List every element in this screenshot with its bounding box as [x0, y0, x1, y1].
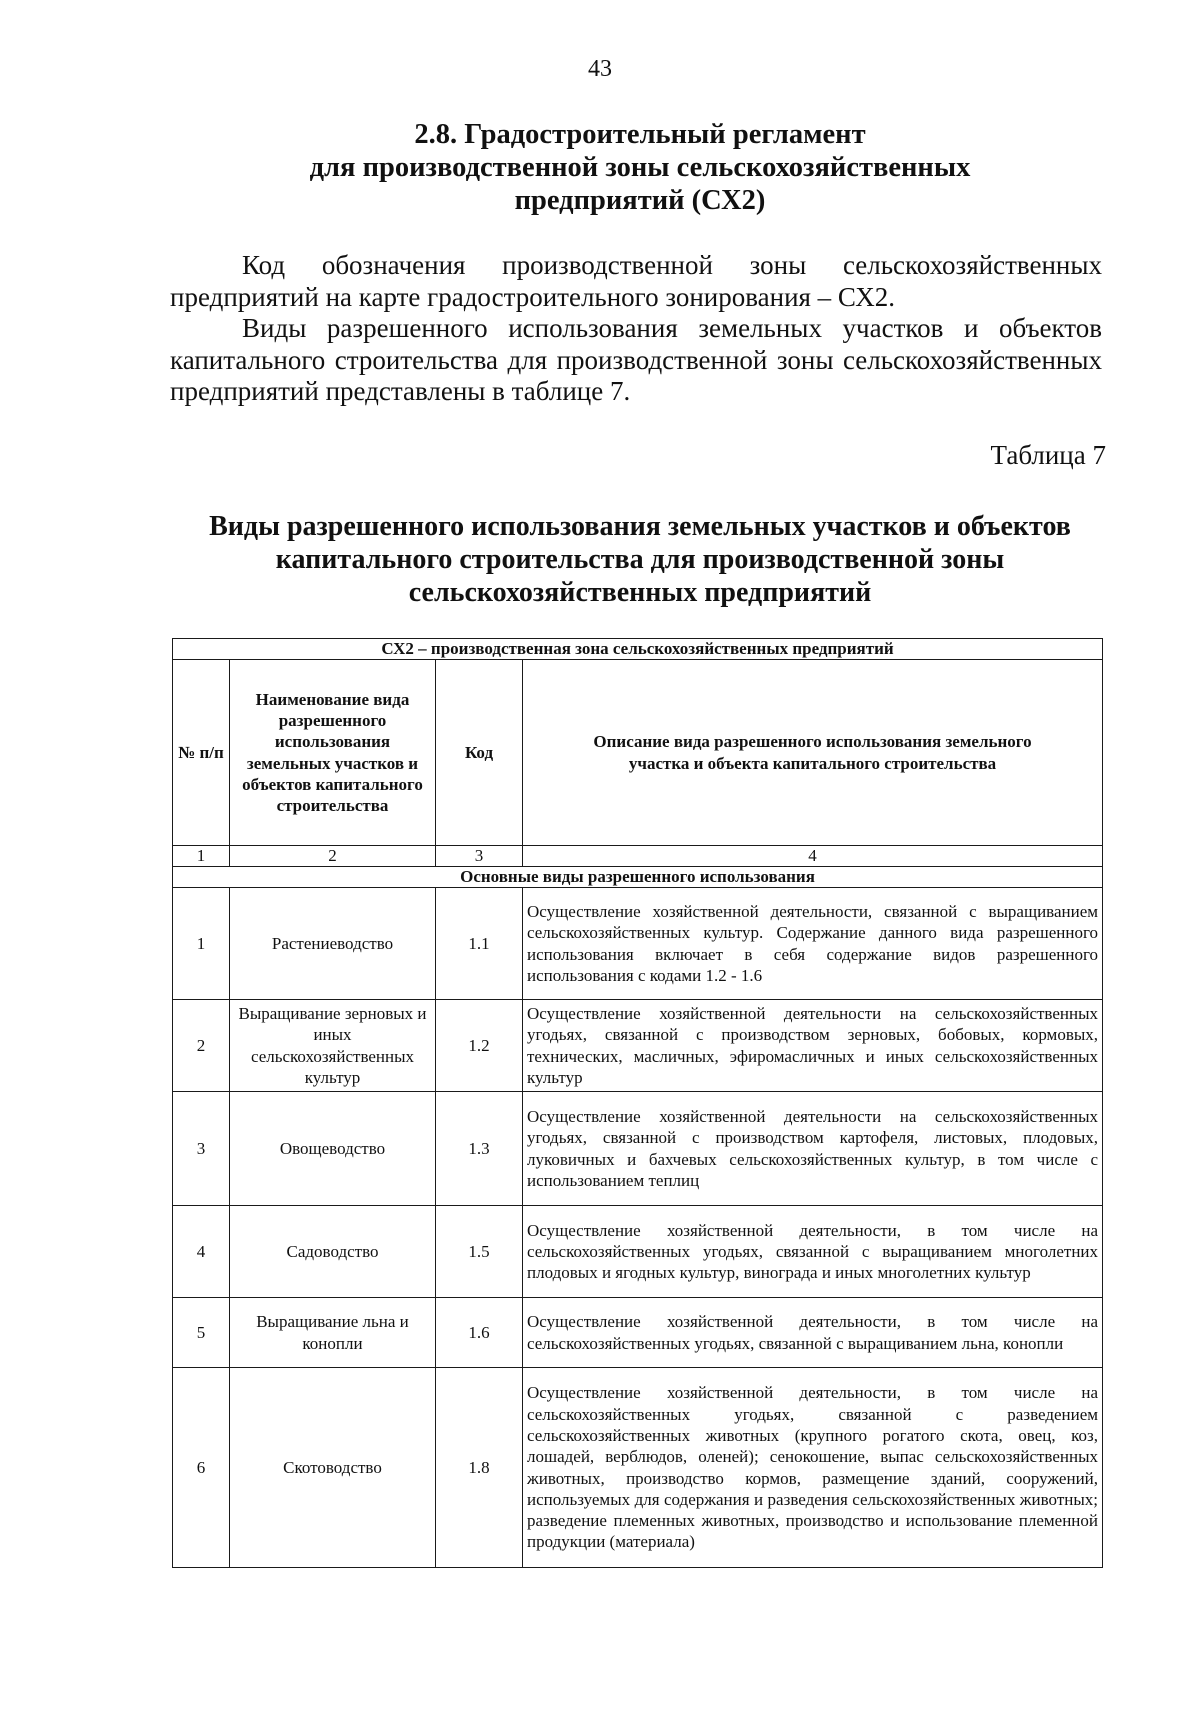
table-row: [173, 888, 1103, 1000]
col-number: 3: [436, 846, 523, 867]
row-code: 1.2: [436, 1000, 523, 1092]
row-description: Осуществление хозяйственной деятельности, в том числе на сельскохозяйственных угодьях, связанной с выращиванием многолетних плодовых и ягодных культур, винограда и иных многолетних культур: [523, 1206, 1103, 1298]
table-row: [173, 1368, 1103, 1568]
section-title-line: для производственной зоны сельскохозяйственных: [309, 152, 971, 183]
row-num: 3: [173, 1092, 230, 1206]
col-number: 1: [173, 846, 230, 867]
col-header-num: № п/п: [173, 660, 230, 846]
table-title-line: Виды разрешенного использования земельных участков и объектов: [209, 511, 1071, 542]
table-row: [173, 1000, 1103, 1092]
table-title-line: капитального строительства для производственной зоны: [275, 544, 1005, 575]
zone-header: СХ2 – производственная зона сельскохозяйственных предприятий: [173, 639, 1103, 660]
table-row: [173, 1092, 1103, 1206]
row-description: Осуществление хозяйственной деятельности на сельскохозяйственных угодьях, связанной с производством картофеля, листовых, плодовых, луковичных и бахчевых сельскохозяйственных культур, в том числе с использованием теплиц: [523, 1092, 1103, 1206]
table-title: [160, 510, 1120, 609]
row-description: Осуществление хозяйственной деятельности, в том числе на сельскохозяйственных угодьях, связанной с разведением сельскохозяйственных животных (крупного рогатого скота, овец, коз, лошадей, верблюдов, оленей); сенокошение, выпас сельскохозяйственных животных, производство кормов, размещение зданий, сооружений, используемых для содержания и разведения сельскохозяйственных животных; разведение племенных животных, производство и использование племенной продукции (материала): [523, 1368, 1103, 1568]
row-name: Скотоводство: [230, 1368, 436, 1568]
row-code: 1.8: [436, 1368, 523, 1568]
col-header-name: Наименование вида разрешенного использования земельных участков и объектов капитального строительства: [230, 660, 436, 846]
col-header-description: Описание вида разрешенного использования земельного участка и объекта капитального строительства: [523, 660, 1103, 846]
row-name: Выращивание зерновых и иных сельскохозяйственных культур: [230, 1000, 436, 1092]
regulation-table: [172, 638, 1103, 1568]
row-num: 2: [173, 1000, 230, 1092]
row-code: 1.3: [436, 1092, 523, 1206]
row-name: Растениеводство: [230, 888, 436, 1000]
paragraph: Код обозначения производственной зоны сельскохозяйственных предприятий на карте градостроительного зонирования – СХ2.: [170, 250, 1102, 312]
row-description: Осуществление хозяйственной деятельности, в том числе на сельскохозяйственных угодьях, связанной с выращиванием льна, конопли: [523, 1298, 1103, 1368]
row-code: 1.5: [436, 1206, 523, 1298]
row-name: Овощеводство: [230, 1092, 436, 1206]
section-title-line: предприятий (СХ2): [514, 185, 766, 216]
group-header: Основные виды разрешенного использования: [173, 867, 1103, 888]
table-row: [173, 1298, 1103, 1368]
row-num: 5: [173, 1298, 230, 1368]
col-header-code: Код: [436, 660, 523, 846]
col-number: 2: [230, 846, 436, 867]
row-num: 1: [173, 888, 230, 1000]
row-num: 4: [173, 1206, 230, 1298]
table-label: Таблица 7: [990, 440, 1106, 470]
col-number: 4: [523, 846, 1103, 867]
row-name: Выращивание льна и конопли: [230, 1298, 436, 1368]
paragraph: Виды разрешенного использования земельных участков и объектов капитального строительства для производственной зоны сельскохозяйственных предприятий представлены в таблице 7.: [170, 313, 1102, 406]
table-title-line: сельскохозяйственных предприятий: [408, 577, 872, 608]
table-row: [173, 1206, 1103, 1298]
row-description: Осуществление хозяйственной деятельности на сельскохозяйственных угодьях, связанной с производством зерновых, бобовых, кормовых, технических, масличных, эфиромасличных и иных сельскохозяйственных культур: [523, 1000, 1103, 1092]
section-title-line: 2.8. Градостроительный регламент: [414, 119, 866, 150]
row-num: 6: [173, 1368, 230, 1568]
section-title: [160, 118, 1120, 217]
row-name: Садоводство: [230, 1206, 436, 1298]
row-description: Осуществление хозяйственной деятельности, связанной с выращиванием сельскохозяйственных культур. Содержание данного вида разрешенного использования включает в себя содержание видов разрешенного использования с кодами 1.2 - 1.6: [523, 888, 1103, 1000]
body-text: [170, 250, 1102, 408]
page-number: 43: [588, 56, 612, 82]
row-code: 1.1: [436, 888, 523, 1000]
row-code: 1.6: [436, 1298, 523, 1368]
